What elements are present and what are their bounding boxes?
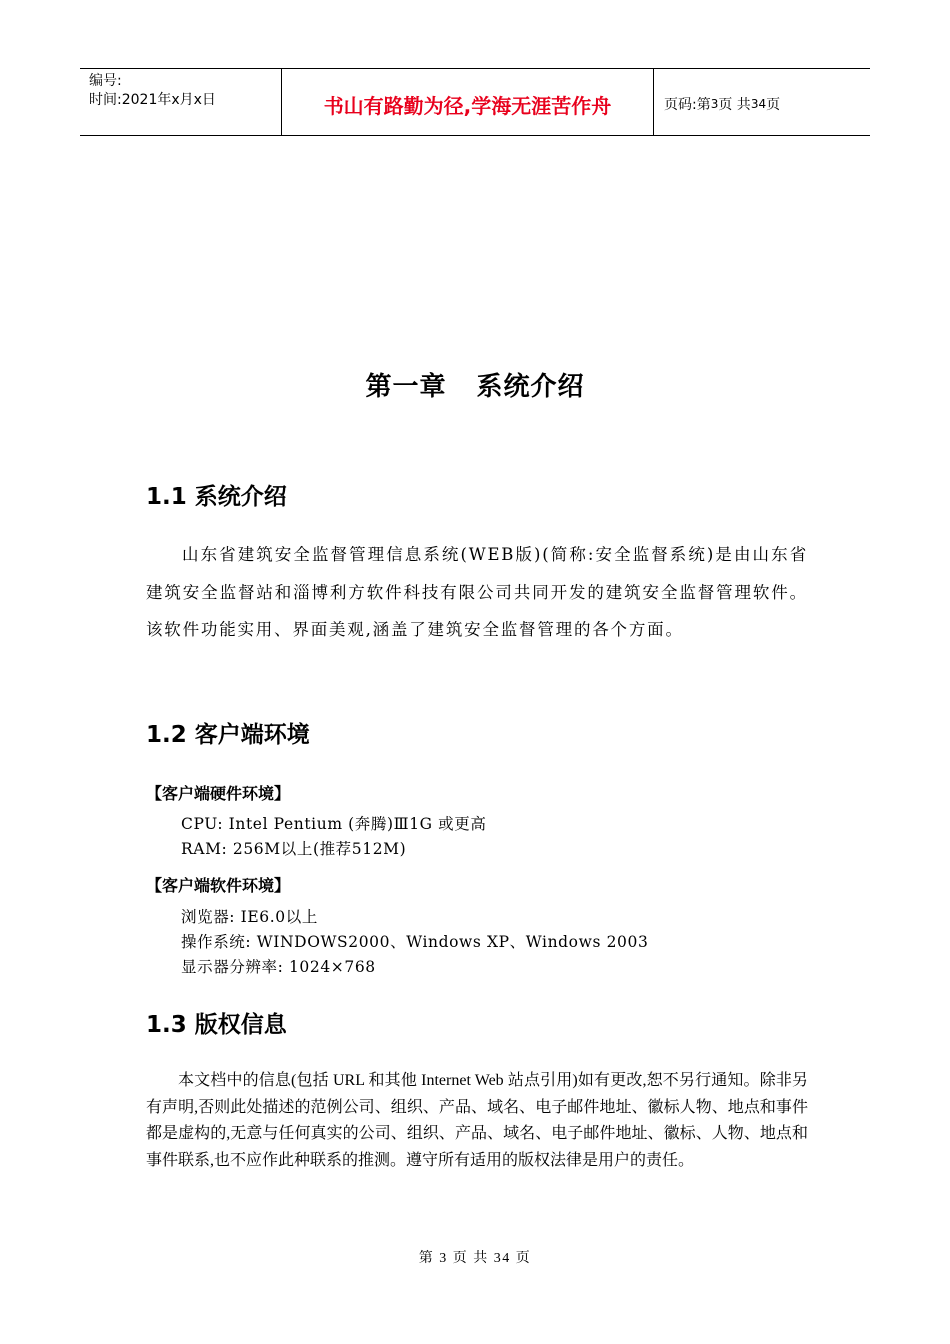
- chapter-title: [0, 366, 950, 403]
- section-heading-1-1: 1.1 系统介绍: [146, 484, 287, 510]
- software-line-browser: 浏览器: IE6.0以上: [181, 908, 318, 926]
- document-number-label: 编号:: [89, 73, 122, 89]
- page-total: 34: [750, 97, 767, 111]
- section-heading-1-3: 1.3 版权信息: [146, 1012, 287, 1038]
- software-subheading: 【客户端软件环境】: [146, 876, 291, 895]
- page-label-mid: 页 共: [718, 97, 751, 113]
- section-body-1-3: 本文档中的信息(包括 URL 和其他 Internet Web 站点引用)如有更改,恕不另行通知。除非另有声明,否则此处描述的范例公司、组织、产品、域名、电子邮件地址、徽标人物、地点和事件都是虚构的,无意与任何真实的公司、组织、产品、域名、电子邮件地址、徽标、人物、地点和事件联系,也不应作此种联系的推测。遵守所有适用的版权法律是用户的责任。: [146, 1072, 808, 1169]
- section-body-1-1: 山东省建筑安全监督管理信息系统(WEB版)(简称:安全监督系统)是由山东省建筑安全监督站和淄博利方软件科技有限公司共同开发的建筑安全监督管理软件。该软件功能实用、界面美观,涵盖了建筑安全监督管理的各个方面。: [146, 545, 808, 639]
- software-line-resolution: 显示器分辨率: 1024×768: [181, 958, 376, 976]
- page-footer: 第 3 页 共 34 页: [418, 1251, 532, 1266]
- hardware-subheading: 【客户端硬件环境】: [146, 784, 291, 803]
- page-current: 3: [710, 97, 719, 111]
- hardware-line-ram: RAM: 256M以上(推荐512M): [181, 840, 407, 858]
- header-page-info: [654, 69, 870, 135]
- page-header: [80, 68, 870, 136]
- header-meta: [80, 69, 282, 135]
- software-line-os: 操作系统: WINDOWS2000、Windows XP、Windows 2003: [181, 933, 649, 951]
- page-label-prefix: 页码:第: [664, 97, 711, 113]
- page-label-suffix: 页: [766, 97, 781, 113]
- header-motto: 书山有路勤为径,学海无涯苦作舟: [282, 69, 654, 135]
- document-time-label: 时间:2021年x月x日: [89, 92, 216, 108]
- section-heading-1-2: 1.2 客户端环境: [146, 722, 310, 748]
- chapter-name: 系统介绍: [476, 372, 585, 402]
- chapter-number: 第一章: [365, 372, 447, 402]
- hardware-line-cpu: CPU: Intel Pentium (奔腾)Ⅲ1G 或更高: [181, 815, 487, 833]
